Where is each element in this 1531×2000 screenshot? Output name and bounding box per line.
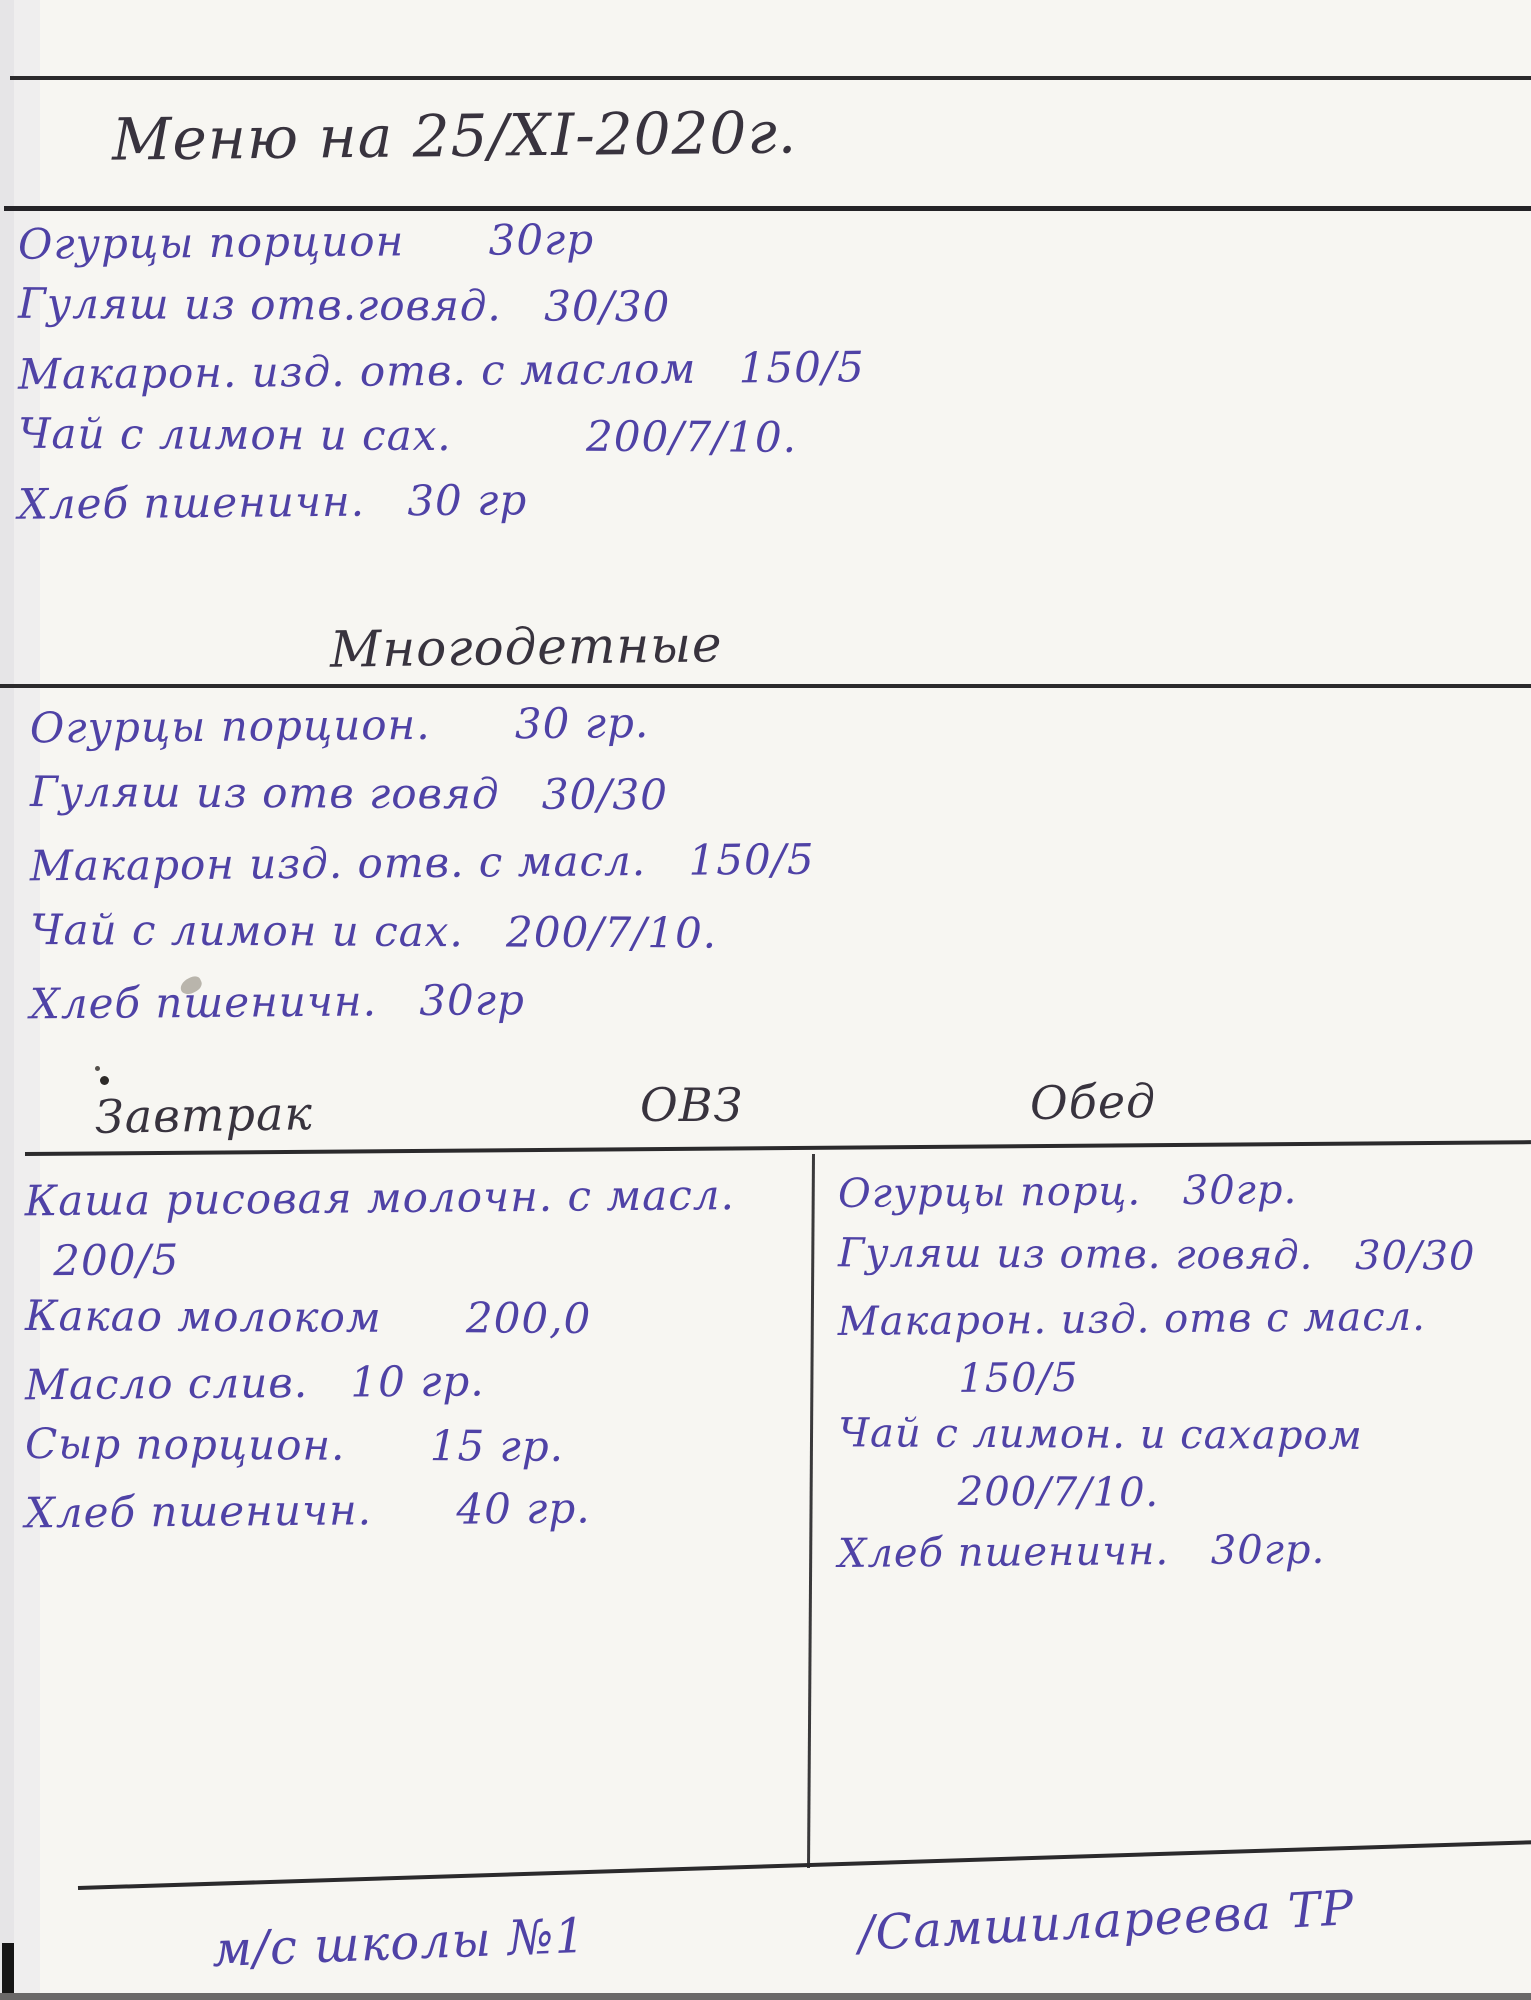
rule-line-under-mnogodetnye [0,684,1531,688]
menu-item-name: Огурцы порц. [837,1168,1142,1217]
menu-item-name: Чай с лимон и сах. [29,904,464,957]
menu-item-qty: 30/30 [1355,1232,1476,1280]
ovz-header: ОВЗ [640,1078,744,1132]
table-column-divider [807,1154,815,1868]
general-menu-list [18,216,865,541]
menu-item-qty: 150/5 [688,834,815,885]
menu-item-name: Макарон. изд. отв. с маслом [17,343,697,399]
menu-item-qty: 200/5 [53,1234,180,1286]
menu-item-qty: 10 гр. [350,1356,485,1407]
menu-item [25,1477,791,1548]
menu-item-name: Хлеб пшеничн. [17,476,366,529]
menu-item [838,1287,1519,1409]
menu-item-name: Гуляш из отв говяд [29,766,500,819]
lunch-menu-list [838,1162,1518,1586]
menu-item [30,905,815,978]
menu-item-name: Чай с лимон и сах. [17,408,452,461]
menu-item [30,835,815,911]
menu-item [18,212,865,284]
menu-item-qty: 30гр. [1210,1526,1326,1574]
menu-item-qty: 30 гр [407,475,528,526]
menu-item-qty: 150/5 [958,1354,1079,1402]
mnogodetnye-heading: Многодетные [329,615,723,679]
menu-item [18,342,865,414]
scan-corner-mark [2,1943,14,1993]
menu-item-name: Гуляш из отв.говяд. [17,278,502,331]
ink-dot-small [95,1066,100,1071]
menu-item [30,697,815,773]
menu-item-qty: 150/5 [738,342,865,393]
mnogodetnye-menu-list [30,700,815,1045]
menu-item-name: Чай с лимон. и сахаром [838,1410,1363,1459]
menu-item-qty: 30гр [488,214,595,265]
scan-edge-left [0,0,14,2000]
rule-line-table-header [25,1140,1531,1156]
menu-item-qty: 30/30 [544,281,671,332]
menu-item [838,1224,1518,1292]
menu-item-name: Огурцы порцион. [29,699,431,753]
menu-item-name: Масло слив. [24,1357,309,1410]
rule-line-top [10,76,1531,80]
menu-item [24,1165,790,1292]
menu-item-qty: 40 гр. [456,1483,591,1534]
menu-item-name: Хлеб пшеничн. [24,1485,373,1538]
menu-item-qty: 200,0 [465,1293,592,1343]
signature-name: /Самшилареева ТР [856,1880,1356,1962]
menu-item-qty: 30 гр. [514,698,650,749]
menu-item-name: Сыр порцион. [24,1418,346,1470]
rule-line-under-title [4,206,1531,211]
signature-role: м/с школы №1 [211,1907,587,1979]
menu-item-name: Макарон. изд. отв с масл. [837,1293,1427,1345]
ink-dot [100,1076,109,1085]
breakfast-column-header: Завтрак [94,1086,314,1144]
menu-item-name: Хлеб пшеничн. [837,1528,1170,1577]
menu-item [838,1159,1519,1229]
menu-item [25,1286,790,1354]
lunch-column-header: Обед [1029,1073,1157,1131]
menu-item-qty: 30гр. [1182,1166,1298,1214]
menu-item-name: Гуляш из отв. говяд. [837,1230,1314,1279]
menu-item [18,279,865,348]
menu-item [25,1349,791,1420]
menu-item-qty: 30/30 [541,769,669,820]
menu-item [18,409,865,478]
menu-item [838,1404,1519,1524]
menu-item-name: Макарон изд. отв. с масл. [29,836,647,891]
breakfast-menu-list [25,1168,790,1544]
page-title: Меню на 25/XI-2020г. [111,98,798,174]
menu-item [25,1414,790,1482]
menu-item [30,767,815,840]
menu-item-name: Какао молоком [24,1290,382,1342]
menu-item-qty: 200/7/10. [957,1468,1160,1516]
menu-item [30,973,815,1049]
menu-item-qty: 200/7/10. [585,411,798,462]
menu-item-name: Каша рисовая молочн. с масл. [24,1170,736,1226]
menu-item-qty: 30гр [419,975,526,1026]
menu-item-name: Огурцы порцион [17,216,405,269]
scan-edge-bottom [0,1993,1531,2000]
menu-item [18,472,865,544]
menu-item-qty: 15 гр. [429,1421,565,1471]
menu-item-qty: 200/7/10. [505,907,718,958]
menu-item [838,1519,1519,1589]
menu-item-name: Хлеб пшеничн. [29,976,378,1029]
